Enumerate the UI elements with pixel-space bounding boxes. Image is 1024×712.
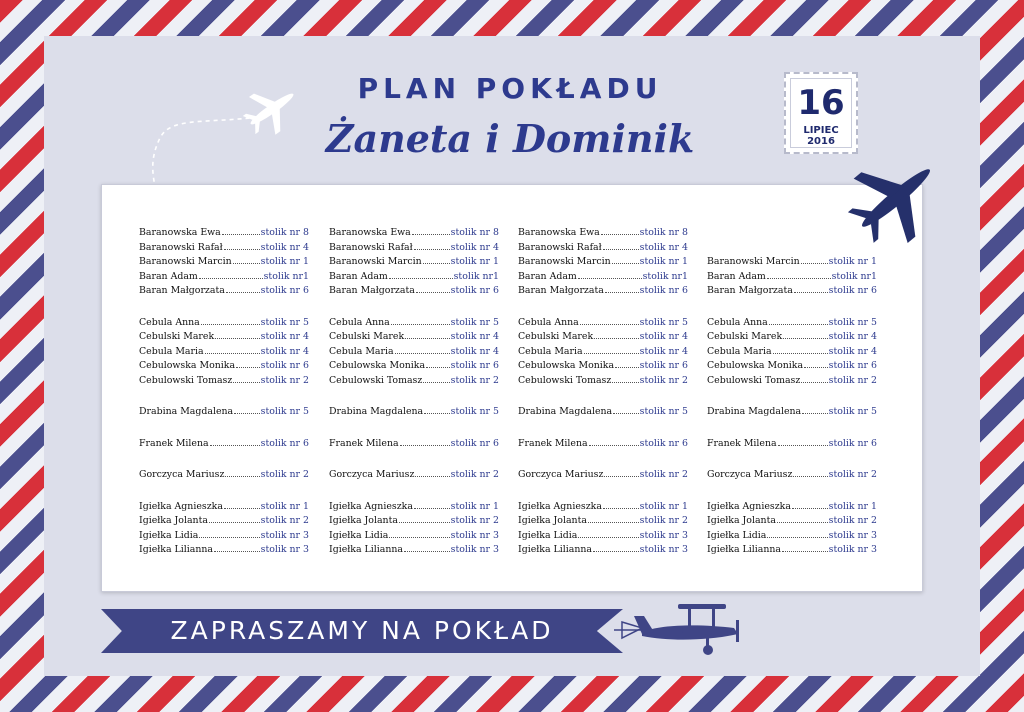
guest-name: Igiełka Jolanta [139, 515, 208, 526]
table-number: stolik nr 2 [260, 374, 309, 386]
dot-leader [584, 345, 639, 354]
table-number: stolik nr 8 [450, 227, 499, 238]
guest-row [518, 255, 688, 270]
guest-name: Igiełka Lilianna [139, 544, 214, 555]
guest-name: Cebula Anna [518, 316, 579, 328]
dot-leader [209, 514, 260, 523]
table-number: stolik nr 5 [450, 316, 499, 328]
table-number: stolik nr 2 [260, 515, 309, 526]
table-number: stolik nr 2 [639, 469, 688, 480]
date-stamp [784, 72, 858, 154]
table-number: stolik nr 5 [639, 316, 688, 328]
table-number: stolik nr 6 [450, 360, 499, 371]
dot-leader [588, 514, 639, 523]
guest-row [518, 270, 688, 285]
dot-leader [612, 374, 638, 383]
guest-name: Baranowska Ewa [329, 227, 411, 238]
guest-row [139, 437, 309, 452]
table-number: stolik nr 2 [450, 515, 499, 526]
stamp-frame [790, 78, 852, 148]
guest-name: Igiełka Lidia [518, 529, 578, 541]
guest-row [518, 316, 688, 331]
group-gap [329, 420, 499, 437]
guest-name: Cebulski Marek [707, 331, 783, 342]
group-gap [139, 420, 309, 437]
guest-name: Franek Milena [329, 437, 399, 449]
table-number: stolik nr 4 [260, 345, 309, 357]
guest-name: Drabina Magdalena [139, 406, 234, 417]
dot-leader [783, 330, 828, 339]
guest-row [139, 255, 309, 270]
group-gap [707, 388, 877, 405]
guest-name: Cebula Anna [329, 316, 390, 328]
dot-leader [210, 437, 260, 446]
guest-name: Cebulowska Monika [139, 360, 236, 371]
group-gap [707, 420, 877, 437]
guest-row [518, 345, 688, 360]
dot-leader [424, 405, 449, 414]
group-gap [329, 483, 499, 500]
table-number: stolik nr 4 [828, 345, 877, 357]
guest-name: Drabina Magdalena [707, 406, 802, 417]
guest-row [707, 345, 877, 360]
guest-name: Baran Małgorzata [707, 285, 793, 296]
table-number: stolik nr 5 [450, 406, 499, 417]
table-number: stolik nr 1 [450, 256, 499, 267]
dot-leader [578, 270, 642, 279]
guest-name: Igiełka Lilianna [329, 544, 404, 555]
footer-banner-text: ZAPRASZAMY NA POKŁAD [170, 616, 554, 645]
table-number: stolik nr 4 [450, 241, 499, 253]
group-gap [707, 483, 877, 500]
guest-name: Gorczyca Mariusz [518, 469, 604, 480]
guest-row [139, 226, 309, 241]
guest-column [707, 226, 877, 558]
guest-name: Baranowski Rafał [329, 241, 413, 253]
dot-leader [801, 374, 827, 383]
guest-row [329, 543, 499, 558]
dot-leader [580, 316, 639, 325]
dot-leader [414, 241, 450, 250]
guest-row [329, 514, 499, 529]
guest-name: Cebula Maria [518, 345, 583, 357]
guest-row [329, 226, 499, 241]
table-number: stolik nr 6 [639, 437, 688, 449]
guest-name: Baran Adam [707, 270, 766, 282]
dot-leader [792, 500, 828, 509]
guest-name: Igiełka Lidia [707, 529, 767, 541]
guest-name: Gorczyca Mariusz [707, 469, 793, 480]
guest-row [707, 529, 877, 544]
guest-row [139, 345, 309, 360]
dot-leader [777, 514, 828, 523]
guest-column [518, 226, 688, 558]
table-number: stolik nr 8 [260, 227, 309, 238]
table-number: stolik nr1 [263, 270, 309, 282]
group-gap [139, 483, 309, 500]
guest-column [139, 226, 309, 558]
guest-row [707, 437, 877, 452]
guest-name: Drabina Magdalena [329, 406, 424, 417]
table-number: stolik nr 4 [828, 331, 877, 342]
dot-leader [233, 374, 259, 383]
guest-name: Cebula Maria [139, 345, 204, 357]
guest-name: Franek Milena [707, 437, 777, 449]
guest-row [329, 270, 499, 285]
guest-name: Igiełka Lilianna [707, 544, 782, 555]
guest-name: Baran Małgorzata [518, 285, 604, 296]
guest-name: Baran Adam [139, 270, 198, 282]
dot-leader [778, 437, 828, 446]
dot-leader [601, 226, 639, 235]
guest-row [707, 500, 877, 515]
couple-names: Żaneta i Dominik [325, 116, 695, 161]
guest-row [518, 529, 688, 544]
guest-name: Igiełka Jolanta [329, 515, 398, 526]
table-number: stolik nr 1 [828, 500, 877, 512]
table-number: stolik nr 2 [828, 515, 877, 526]
table-number: stolik nr 2 [450, 469, 499, 480]
table-number: stolik nr 4 [450, 345, 499, 357]
dot-leader [236, 359, 260, 368]
table-number: stolik nr 6 [828, 437, 877, 449]
table-number: stolik nr 4 [639, 345, 688, 357]
guest-row [329, 468, 499, 483]
dot-leader [399, 514, 450, 523]
table-number: stolik nr 3 [450, 544, 499, 555]
group-gap [139, 451, 309, 468]
dot-leader [605, 284, 639, 293]
guest-row [707, 468, 877, 483]
guest-name: Igiełka Agnieszka [518, 500, 602, 512]
group-gap [518, 483, 688, 500]
dot-leader [201, 316, 260, 325]
guest-name: Baranowski Marcin [139, 256, 232, 267]
guest-row [518, 514, 688, 529]
table-number: stolik nr 8 [639, 227, 688, 238]
guest-name: Baranowski Marcin [518, 256, 611, 267]
guest-row [139, 241, 309, 256]
dot-leader [405, 330, 450, 339]
guest-row [707, 284, 877, 299]
guest-row [707, 330, 877, 345]
dot-leader [615, 359, 639, 368]
guest-name: Cebulski Marek [139, 331, 215, 342]
guest-row [139, 359, 309, 374]
dot-leader [416, 284, 450, 293]
dot-leader [199, 529, 259, 538]
guest-row [518, 405, 688, 420]
dot-leader [423, 374, 449, 383]
guest-row [329, 374, 499, 389]
dot-leader [224, 500, 260, 509]
guest-row [518, 241, 688, 256]
guest-row [707, 359, 877, 374]
dot-leader [214, 543, 260, 552]
table-number: stolik nr 1 [639, 500, 688, 512]
guest-row [707, 514, 877, 529]
table-number: stolik nr 2 [828, 469, 877, 480]
dot-leader [395, 345, 450, 354]
guest-row [329, 316, 499, 331]
guest-name: Cebulski Marek [518, 331, 594, 342]
group-gap [518, 420, 688, 437]
guest-column [329, 226, 499, 558]
table-number: stolik nr 6 [828, 360, 877, 371]
guest-name: Cebulowski Tomasz [518, 374, 612, 386]
guest-row [139, 316, 309, 331]
dot-leader [782, 543, 828, 552]
table-number: stolik nr1 [831, 270, 877, 282]
table-number: stolik nr 1 [450, 500, 499, 512]
guest-row [518, 543, 688, 558]
table-number: stolik nr 5 [260, 406, 309, 417]
guest-name: Igiełka Jolanta [518, 515, 587, 526]
blank-row [707, 241, 877, 256]
guest-row [329, 241, 499, 256]
dot-leader [773, 345, 828, 354]
guest-name: Cebula Maria [707, 345, 772, 357]
dot-leader [794, 284, 828, 293]
table-number: stolik nr 6 [260, 360, 309, 371]
dot-leader [222, 226, 260, 235]
guest-row [518, 330, 688, 345]
dot-leader [404, 543, 450, 552]
guest-name: Baran Adam [518, 270, 577, 282]
guest-name: Gorczyca Mariusz [139, 469, 225, 480]
guest-row [707, 270, 877, 285]
table-number: stolik nr 5 [828, 316, 877, 328]
guest-name: Baranowski Rafał [518, 241, 602, 253]
guest-row [329, 345, 499, 360]
dot-leader [769, 316, 828, 325]
dot-leader [234, 405, 259, 414]
guest-row [139, 374, 309, 389]
table-number: stolik nr 6 [450, 437, 499, 449]
guest-name: Baranowski Rafał [139, 241, 223, 253]
dot-leader [603, 500, 639, 509]
dot-leader [389, 529, 449, 538]
guest-row [518, 500, 688, 515]
guest-name: Cebulowski Tomasz [329, 374, 423, 386]
group-gap [707, 451, 877, 468]
guest-row [139, 514, 309, 529]
dot-leader [767, 270, 831, 279]
group-gap [518, 451, 688, 468]
dot-leader [593, 543, 639, 552]
guest-name: Cebula Anna [707, 316, 768, 328]
guest-row [707, 316, 877, 331]
table-number: stolik nr 1 [260, 256, 309, 267]
table-number: stolik nr 4 [450, 331, 499, 342]
dot-leader [199, 270, 263, 279]
table-number: stolik nr 2 [260, 469, 309, 480]
dot-leader [412, 226, 450, 235]
group-gap [518, 299, 688, 316]
table-number: stolik nr 6 [450, 285, 499, 296]
table-number: stolik nr 5 [828, 406, 877, 417]
table-number: stolik nr 1 [260, 500, 309, 512]
dot-leader [423, 255, 450, 264]
dot-leader [414, 500, 450, 509]
table-number: stolik nr 4 [260, 331, 309, 342]
guest-row [518, 226, 688, 241]
dot-leader [801, 255, 828, 264]
guest-row [139, 330, 309, 345]
group-gap [329, 388, 499, 405]
dot-leader [578, 529, 638, 538]
dot-leader [389, 270, 453, 279]
dot-leader [603, 241, 639, 250]
dot-leader [594, 330, 639, 339]
guest-row [518, 468, 688, 483]
dot-leader [233, 255, 260, 264]
guest-name: Cebulski Marek [329, 331, 405, 342]
guest-row [139, 468, 309, 483]
guest-row [518, 437, 688, 452]
dot-leader [426, 359, 450, 368]
group-gap [329, 299, 499, 316]
guest-name: Baran Małgorzata [139, 285, 225, 296]
page-title: PLAN POKŁADU [357, 72, 663, 105]
guest-name: Franek Milena [518, 437, 588, 449]
table-number: stolik nr 3 [260, 544, 309, 555]
guest-row [139, 284, 309, 299]
group-gap [707, 299, 877, 316]
blank-row [707, 226, 877, 241]
stamp-day: 16 [797, 83, 845, 123]
guest-row [518, 284, 688, 299]
guest-row [707, 543, 877, 558]
table-number: stolik nr 6 [828, 285, 877, 296]
table-number: stolik nr 6 [639, 285, 688, 296]
dot-leader [802, 405, 827, 414]
table-number: stolik nr 6 [260, 437, 309, 449]
guest-name: Igiełka Lidia [329, 529, 389, 541]
table-number: stolik nr 5 [639, 406, 688, 417]
dot-leader [604, 468, 638, 477]
guest-name: Baran Małgorzata [329, 285, 415, 296]
group-gap [329, 451, 499, 468]
dot-leader [589, 437, 639, 446]
group-gap [139, 299, 309, 316]
table-number: stolik nr 4 [639, 241, 688, 253]
guest-name: Baranowska Ewa [139, 227, 221, 238]
guest-name: Igiełka Lilianna [518, 544, 593, 555]
guest-name: Gorczyca Mariusz [329, 469, 415, 480]
table-number: stolik nr 3 [828, 544, 877, 555]
guest-name: Cebulowski Tomasz [707, 374, 801, 386]
guest-name: Baranowska Ewa [518, 227, 600, 238]
guest-name: Igiełka Agnieszka [707, 500, 791, 512]
group-gap [518, 388, 688, 405]
table-number: stolik nr 6 [260, 285, 309, 296]
dot-leader [391, 316, 450, 325]
guest-row [139, 405, 309, 420]
guest-name: Igiełka Agnieszka [139, 500, 223, 512]
guest-name: Igiełka Jolanta [707, 515, 776, 526]
guest-name: Drabina Magdalena [518, 406, 613, 417]
dot-leader [215, 330, 260, 339]
table-number: stolik nr 2 [828, 374, 877, 386]
dot-leader [613, 405, 638, 414]
dot-leader [224, 241, 260, 250]
dot-leader [793, 468, 827, 477]
guest-row [518, 374, 688, 389]
guest-name: Cebulowska Monika [707, 360, 804, 371]
guest-row [518, 359, 688, 374]
dot-leader [415, 468, 449, 477]
guest-row [139, 270, 309, 285]
stamp-month-year: LIPIEC 2016 [803, 125, 839, 147]
dot-leader [767, 529, 827, 538]
guest-row [329, 255, 499, 270]
biplane-icon [612, 598, 752, 664]
guest-row [329, 437, 499, 452]
table-number: stolik nr 6 [639, 360, 688, 371]
table-number: stolik nr 2 [639, 374, 688, 386]
table-number: stolik nr 2 [450, 374, 499, 386]
guest-name: Baran Adam [329, 270, 388, 282]
table-number: stolik nr 4 [260, 241, 309, 253]
table-number: stolik nr 3 [639, 544, 688, 555]
guest-row [329, 500, 499, 515]
table-number: stolik nr 3 [450, 529, 499, 541]
table-number: stolik nr 3 [260, 529, 309, 541]
table-number: stolik nr 2 [639, 515, 688, 526]
table-number: stolik nr1 [453, 270, 499, 282]
guest-row [139, 500, 309, 515]
guest-row [329, 359, 499, 374]
guest-row [707, 374, 877, 389]
guest-name: Baranowski Marcin [329, 256, 422, 267]
guest-name: Igiełka Lidia [139, 529, 199, 541]
dot-leader [612, 255, 639, 264]
dot-leader [205, 345, 260, 354]
guest-name: Cebula Anna [139, 316, 200, 328]
guest-row [707, 405, 877, 420]
table-number: stolik nr 3 [639, 529, 688, 541]
guest-row [329, 529, 499, 544]
guest-name: Cebulowski Tomasz [139, 374, 233, 386]
dot-leader [226, 284, 260, 293]
guest-name: Cebulowska Monika [518, 360, 615, 371]
guest-row [329, 330, 499, 345]
table-number: stolik nr 5 [260, 316, 309, 328]
guest-row [329, 405, 499, 420]
table-number: stolik nr 3 [828, 529, 877, 541]
guest-name: Cebula Maria [329, 345, 394, 357]
table-number: stolik nr 4 [639, 331, 688, 342]
group-gap [139, 388, 309, 405]
guest-name: Cebulowska Monika [329, 360, 426, 371]
guest-row [329, 284, 499, 299]
guest-name: Igiełka Agnieszka [329, 500, 413, 512]
dot-leader [804, 359, 828, 368]
guest-name: Franek Milena [139, 437, 209, 449]
dot-leader [225, 468, 259, 477]
guest-row [139, 543, 309, 558]
table-number: stolik nr 1 [828, 256, 877, 267]
dot-leader [400, 437, 450, 446]
guest-name: Baranowski Marcin [707, 256, 800, 267]
guest-row [139, 529, 309, 544]
guest-row [707, 255, 877, 270]
table-number: stolik nr 1 [639, 256, 688, 267]
table-number: stolik nr1 [642, 270, 688, 282]
